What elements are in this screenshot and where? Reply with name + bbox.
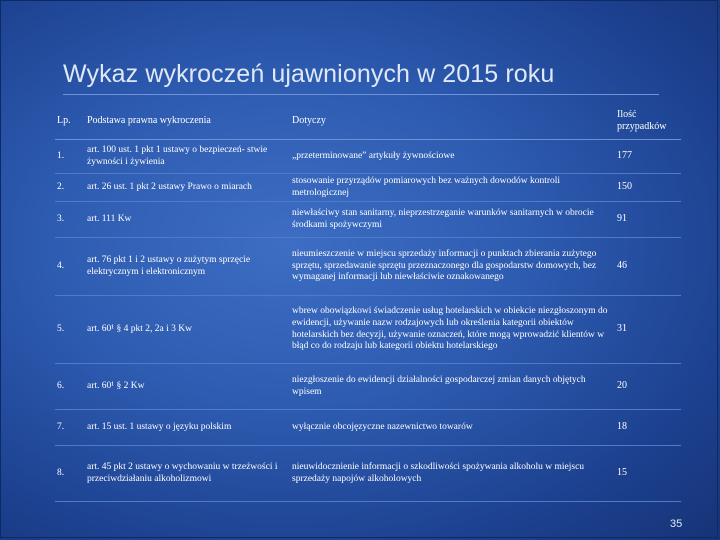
row-legal-basis: art. 76 pkt 1 i 2 ustawy o zużytym sprzęcie elektrycznym i elektronicznym [85, 238, 290, 296]
header-lp: Lp. [55, 103, 85, 140]
row-case-count: 91 [615, 202, 681, 238]
slide-title: Wykaz wykroczeń ujawnionych w 2015 roku [63, 60, 555, 88]
row-case-count: 15 [615, 446, 681, 502]
row-concerns: niewłaściwy stan sanitarny, nieprzestrzeganie warunków sanitarnych w obrocie środkami spożywczymi [290, 202, 615, 238]
header-legal-basis: Podstawa prawna wykroczenia [85, 103, 290, 140]
row-case-count: 18 [615, 410, 681, 446]
row-number: 2. [55, 174, 85, 202]
row-concerns: „przeterminowane” artykuły żywnościowe [290, 140, 615, 174]
row-number: 4. [55, 238, 85, 296]
row-concerns: stosowanie przyrządów pomiarowych bez ważnych dowodów kontroli metrologicznej [290, 174, 615, 202]
table-row [55, 238, 681, 296]
table-row [55, 296, 681, 364]
row-legal-basis: art. 60¹ § 2 Kw [85, 364, 290, 410]
table-row [55, 364, 681, 410]
row-concerns: nieuwidocznienie informacji o szkodliwości spożywania alkoholu w miejscu sprzedaży napojów alkoholowych [290, 446, 615, 502]
table-row [55, 174, 681, 202]
row-case-count: 46 [615, 238, 681, 296]
violations-table [55, 103, 681, 502]
row-concerns: wyłącznie obcojęzyczne nazewnictwo towarów [290, 410, 615, 446]
row-number: 5. [55, 296, 85, 364]
row-number: 8. [55, 446, 85, 502]
row-legal-basis: art. 26 ust. 1 pkt 2 ustawy Prawo o miarach [85, 174, 290, 202]
table-row [55, 446, 681, 502]
row-concerns: wbrew obowiązkowi świadczenie usług hotelarskich w obiekcie niezgłoszonym do ewidencji, używanie nazw rodzajowych lub określenia kategorii obiektów hotelarskich bez decyzji, używanie oznaczeń, które mogą wprowadzić klientów w błąd co do rodzaju lub kategorii obiektu hotelarskiego [290, 296, 615, 364]
page-number: 35 [670, 518, 683, 530]
row-case-count: 20 [615, 364, 681, 410]
table-row [55, 202, 681, 238]
table-header-row [55, 103, 681, 140]
row-case-count: 31 [615, 296, 681, 364]
row-concerns: nieumieszczenie w miejscu sprzedaży informacji o punktach zbierania zużytego sprzętu, sprzedawanie sprzętu przeznaczonego dla gospodarstw domowych, bez wymaganej informacji lub niewłaściwie oznakowanego [290, 238, 615, 296]
row-number: 1. [55, 140, 85, 174]
row-number: 7. [55, 410, 85, 446]
row-legal-basis: art. 111 Kw [85, 202, 290, 238]
header-case-count: Ilość przypadków [615, 103, 681, 140]
row-concerns: niezgłoszenie do ewidencji działalności gospodarczej zmian danych objętych wpisem [290, 364, 615, 410]
row-legal-basis: art. 100 ust. 1 pkt 1 ustawy o bezpieczeń- stwie żywności i żywienia [85, 140, 290, 174]
row-number: 6. [55, 364, 85, 410]
row-legal-basis: art. 45 pkt 2 ustawy o wychowaniu w trzeźwości i przeciwdziałaniu alkoholizmowi [85, 446, 290, 502]
header-concerns: Dotyczy [290, 103, 615, 140]
row-legal-basis: art. 60¹ § 4 pkt 2, 2a i 3 Kw [85, 296, 290, 364]
title-underline [63, 94, 659, 95]
table-row [55, 410, 681, 446]
row-number: 3. [55, 202, 85, 238]
table-row [55, 140, 681, 174]
row-case-count: 177 [615, 140, 681, 174]
row-case-count: 150 [615, 174, 681, 202]
row-legal-basis: art. 15 ust. 1 ustawy o języku polskim [85, 410, 290, 446]
